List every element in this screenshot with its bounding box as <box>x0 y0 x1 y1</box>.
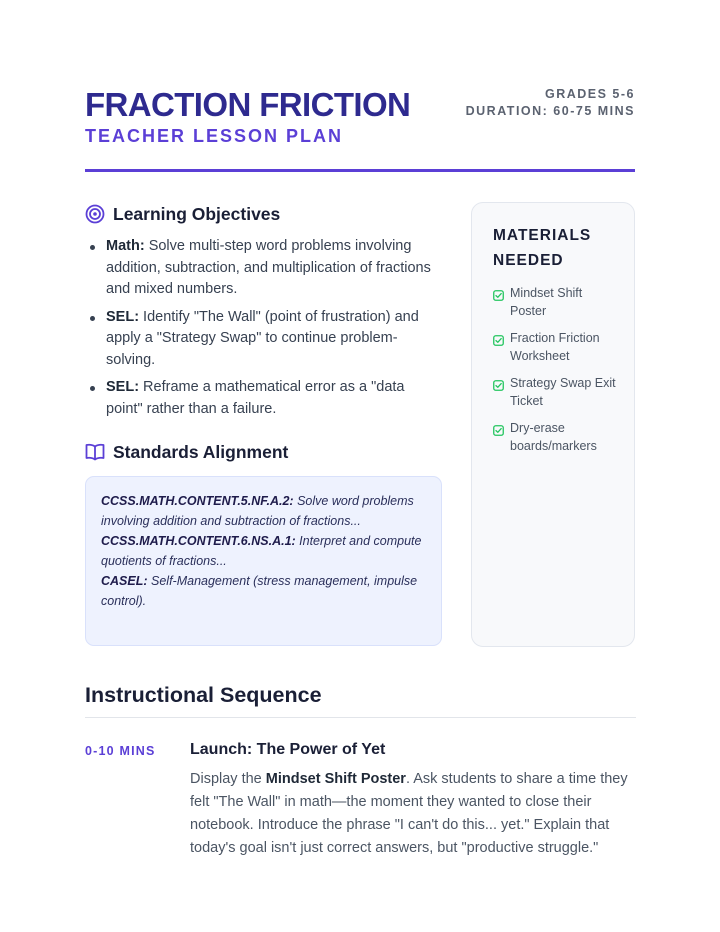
standards-title: Standards Alignment <box>113 441 289 462</box>
materials-title-line2: NEEDED <box>493 252 564 269</box>
left-column <box>85 202 442 646</box>
objectives-title: Learning Objectives <box>113 203 281 224</box>
materials-title-line1: MATERIALS <box>493 227 592 244</box>
sequence-divider <box>85 717 636 718</box>
standard-text: Interpret and compute quotients of fractions... <box>101 534 422 568</box>
objectives-heading <box>85 202 442 226</box>
checkbox-icon <box>493 288 504 299</box>
duration-label: DURATION: 60-75 MINS <box>465 104 635 118</box>
step-title: Launch: The Power of Yet <box>190 741 386 758</box>
standard-code: CCSS.MATH.CONTENT.5.NF.A.2: <box>101 494 294 508</box>
step-body-bold: Mindset Shift Poster <box>265 771 406 787</box>
checkbox-icon <box>493 333 504 344</box>
list-item <box>493 330 620 365</box>
page-subtitle: TEACHER LESSON PLAN <box>85 126 344 146</box>
list-item <box>493 285 620 320</box>
list-item <box>85 236 442 301</box>
header-divider <box>85 169 635 172</box>
step-body <box>190 768 638 860</box>
material-label: Dry-erase boards/markers <box>510 421 597 453</box>
list-item <box>493 420 620 455</box>
objective-label: SEL: <box>106 379 140 395</box>
standards-box <box>85 476 442 646</box>
grades-label: GRADES 5-6 <box>544 87 635 101</box>
objective-text: Reframe a mathematical error as a "data point" rather than a failure. <box>106 379 405 417</box>
material-label: Fraction Friction Worksheet <box>510 331 600 363</box>
standard-code: CASEL: <box>101 574 148 588</box>
checkbox-icon <box>493 378 504 389</box>
objectives-list <box>85 236 442 420</box>
materials-list <box>493 285 620 455</box>
page-title: FRACTION FRICTION <box>85 86 411 123</box>
step-body-post: . Ask students to share a time they felt "The Wall" in math—the moment they wanted to close their notebook. Introduce the phrase "I can't do this... yet." Explain that today's goal isn't just correct answers, but "productive struggle." <box>190 771 628 856</box>
standard-item <box>101 531 427 571</box>
checkbox-icon <box>493 423 504 434</box>
material-label: Mindset Shift Poster <box>510 286 583 318</box>
standard-code: CCSS.MATH.CONTENT.6.NS.A.1: <box>101 534 296 548</box>
list-item <box>85 307 442 372</box>
materials-title <box>493 223 620 273</box>
standard-text: Self-Management (stress management, impulse control). <box>101 574 418 608</box>
material-label: Strategy Swap Exit Ticket <box>510 376 616 408</box>
objective-label: SEL: <box>106 308 140 325</box>
open-book-icon <box>85 442 105 462</box>
materials-card <box>471 202 635 647</box>
target-icon <box>85 204 105 224</box>
list-item <box>493 375 620 410</box>
standards-heading <box>85 440 442 464</box>
lesson-header <box>85 86 635 150</box>
objective-text: Solve multi-step word problems involving addition, subtraction, and multiplication of fractions and mixed numbers. <box>106 238 431 297</box>
objective-text: Identify "The Wall" (point of frustration) and apply a "Strategy Swap" to continue problem-solving. <box>106 308 419 368</box>
standard-item <box>101 571 427 611</box>
standard-item <box>101 491 427 531</box>
sequence-title: Instructional Sequence <box>85 683 322 707</box>
step-body-pre: Display the <box>190 771 266 787</box>
step-time: 0-10 MINS <box>85 744 156 758</box>
standard-text: Solve word problems involving addition and subtraction of fractions... <box>101 494 414 528</box>
objective-label: Math: <box>106 238 145 254</box>
lesson-meta <box>466 86 635 120</box>
list-item <box>85 377 442 420</box>
